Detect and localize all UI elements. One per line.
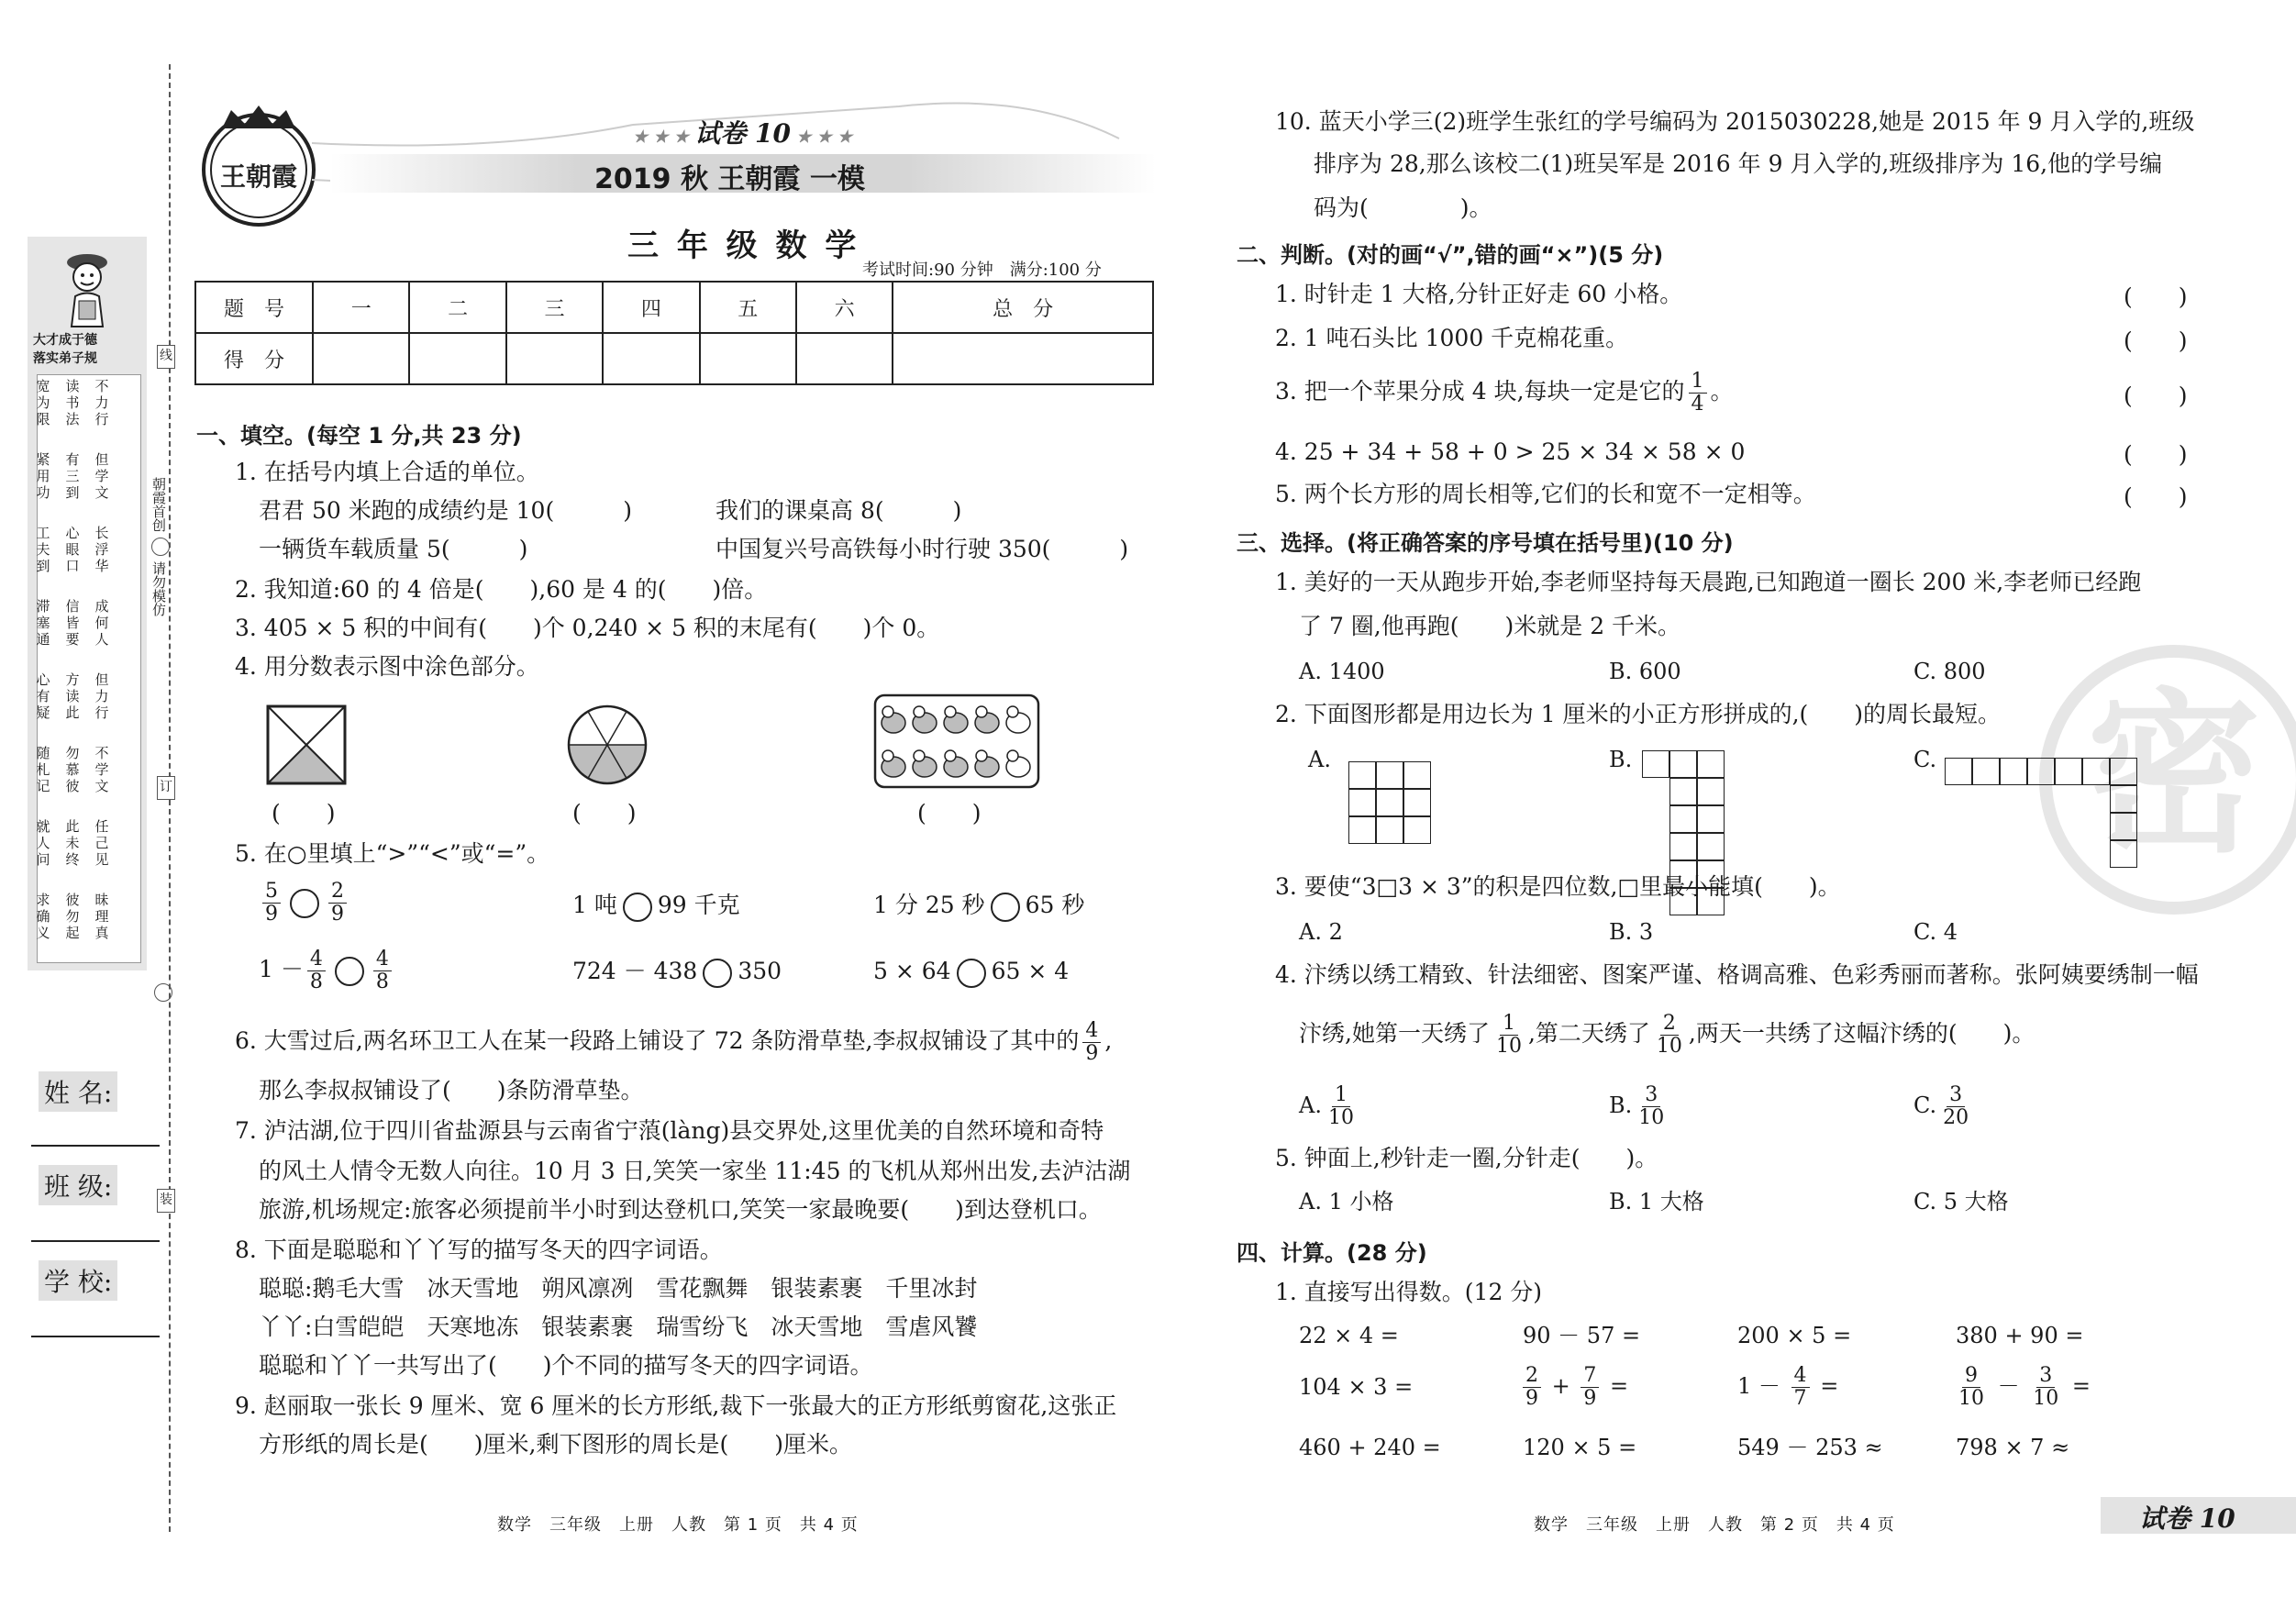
motto-phrase: 紧用功 [36,451,50,501]
exam-title: 2019 秋 王朝霞 一模 [594,163,865,195]
footer-right: 数学 三年级 上册 人教 第 2 页 共 4 页 [1534,1515,1895,1535]
motto-phrase: 心眼口 [65,525,80,574]
subject-title: 三 年 级 数 学 [627,227,860,264]
score-header-cell: 二 [409,282,505,333]
score-header-cell: 一 [313,282,409,333]
unit-square [1403,789,1431,816]
unit-square [1669,750,1697,778]
q4-blank-2[interactable]: ( ) [572,800,637,826]
motto-phrase: 就人问 [36,818,50,868]
s1-q6a: 6. 大雪过后,两名环卫工人在某一段路上铺设了 72 条防滑草垫,李叔叔铺设了其中的 $\frac{4}{9}$ , [235,1019,1113,1065]
motto-phrase: 成何人 [94,598,109,648]
motto-phrase: 心有疑 [36,671,50,721]
compare-circle[interactable] [623,893,652,922]
s1-q2[interactable]: 2. 我知道:60 的 4 倍是( ),60 是 4 的( )倍。 [235,576,768,603]
score-header-cell: 三 [506,282,603,333]
exam-info: 考试时间:90 分钟 满分:100 分 [862,261,1102,280]
bird-grid-figure [873,693,1040,793]
footer-left: 数学 三年级 上册 人教 第 1 页 共 4 页 [497,1515,859,1535]
motto-phrase: 有三到 [65,451,80,501]
unit-square [2110,758,2137,785]
unit-square [2000,758,2027,785]
q5-item-f: 5 × 64 65 × 4 [873,956,1069,988]
calc-r3-d[interactable]: 798 × 7 ≈ [1956,1435,2070,1460]
s3-q5-opt-c[interactable]: C. 5 大格 [1913,1189,2009,1214]
s1-q8c[interactable]: 聪聪和丫丫一共写出了( )个不同的描写冬天的四字词语。 [259,1352,873,1379]
s3-q1-opt-b[interactable]: B. 600 [1609,659,1681,684]
score-header-cell: 五 [700,282,796,333]
seal-text-column [150,477,171,616]
school-line[interactable] [31,1336,160,1337]
calc-r2-b[interactable]: $\frac{2}{9}$ + $\frac{7}{9}$ = [1519,1365,1628,1410]
unit-square [1697,805,1725,833]
calc-r1-b[interactable]: 90 － 57 = [1523,1323,1641,1348]
svg-text:王朝霞: 王朝霞 [219,161,298,192]
class-label: 班 级: [39,1165,117,1205]
unit-square [1403,816,1431,844]
motto-phrase: 信皆要 [65,598,80,648]
s3-q1a: 1. 美好的一天从跑步开始,李老师坚持每天晨跑,已知跑道一圈长 200 米,李老师已经跑 [1275,569,2142,595]
unit-square [1348,761,1376,789]
score-cell[interactable] [409,333,505,384]
s3-q4-opt-a[interactable]: A. $\frac{1}{10}$ [1299,1083,1354,1129]
motto-phrase: 不力行 [94,378,109,427]
motto-phrase: 但力行 [94,671,109,721]
section2-title: 二、判断。(对的画“√”,错的画“×”)(5 分) [1237,242,1664,268]
s1-q8a: 聪聪:鹅毛大雪 冰天雪地 朔风凛冽 雪花飘舞 银装素裹 千里冰封 [259,1275,978,1302]
motto-phrase: 滞塞通 [36,598,50,648]
motto-phrase: 昧理真 [94,892,109,941]
judge-paren-3[interactable]: ( ) [2124,383,2188,409]
motto-phrase: 不学文 [94,745,109,794]
score-cell[interactable] [313,333,409,384]
s1-q8: 8. 下面是聪聪和丫丫写的描写冬天的四字词语。 [235,1237,723,1263]
score-header-cell: 总 分 [893,282,1153,333]
s3-q3-opt-a[interactable]: A. 2 [1299,919,1343,945]
score-header-cell: 六 [796,282,893,333]
unit-square [1697,750,1725,778]
school-label: 学 校: [39,1260,117,1301]
motto-phrase: 此未终 [65,818,80,868]
motto-phrase: 宽为限 [36,378,50,427]
section1-title: 一、填空。(每空 1 分,共 23 分) [196,423,522,449]
calc-r2-c[interactable]: 1 － $\frac{4}{7}$ = [1737,1364,1839,1410]
s3-q2-opt-a[interactable]: A. [1308,747,1331,772]
name-label: 姓 名: [39,1071,117,1112]
score-cell[interactable] [700,333,796,384]
unit-square [1669,778,1697,805]
score-header-cell: 题 号 [195,282,313,333]
s1-q1d[interactable]: 中国复兴号高铁每小时行驶 350( ) [715,536,1129,562]
judge-paren-1[interactable]: ( ) [2124,283,2188,310]
motto-top: 大才成于德 [33,333,97,348]
s2-q1: 1. 时针走 1 大格,分针正好走 60 小格。 [1275,281,1683,307]
s1-q9a: 9. 赵丽取一张长 9 厘米、宽 6 厘米的长方形纸,裁下一张最大的正方形纸剪窗花,这张正 [235,1392,1117,1419]
mascot-figure [55,246,119,328]
score-cell[interactable] [506,333,603,384]
s3-q3-opt-c[interactable]: C. 4 [1913,919,1958,945]
s3-q5-opt-a[interactable]: A. 1 小格 [1299,1189,1394,1214]
s3-q3[interactable]: 3. 要使“3□3 × 3”的积是四位数,□里最小能填( )。 [1275,873,1841,900]
s2-q3: 3. 把一个苹果分成 4 块,每块一定是它的 $\frac{1}{4}$ 。 [1275,370,1734,416]
s2-q5: 5. 两个长方形的周长相等,它们的长和宽不一定相等。 [1275,481,1816,507]
seal-icon [151,538,170,556]
s3-q4b[interactable]: 汴绣,她第一天绣了 $\frac{1}{10}$ ,第二天绣了 $\frac{2}{10}$ ,两天一共绣了这幅汴绣的( )。 [1299,1012,2035,1058]
svg-text:密: 密 [2086,673,2262,876]
score-cell[interactable] [603,333,699,384]
score-row-label: 得 分 [195,333,313,384]
calc-r1-c[interactable]: 200 × 5 = [1737,1323,1852,1348]
class-line[interactable] [31,1240,160,1242]
q10c[interactable]: 码为( )。 [1314,194,1492,221]
motto-phrase: 随札记 [36,745,50,794]
score-header-cell: 四 [603,282,699,333]
circle-figure [567,704,648,789]
cut-mark-3: 装 [157,1189,175,1213]
calc-r3-b[interactable]: 120 × 5 = [1523,1435,1637,1460]
calc-r2-a[interactable]: 104 × 3 = [1299,1374,1414,1400]
s3-q4-opt-c[interactable]: C. $\frac{3}{20}$ [1913,1083,1969,1129]
square-figure [266,704,347,789]
seal-icon-2 [154,983,172,1002]
judge-paren-2[interactable]: ( ) [2124,327,2188,354]
unit-square [2082,758,2110,785]
s1-q7a: 7. 泸沽湖,位于四川省盐源县与云南省宁蒗(làng)县交界处,这里优美的自然环境和奇特 [235,1117,1104,1144]
s1-q6b[interactable]: 那么李叔叔铺设了( )条防滑草垫。 [259,1077,644,1103]
calc-r3-a[interactable]: 460 + 240 = [1299,1435,1441,1460]
s4-q1: 1. 直接写出得数。(12 分) [1275,1279,1543,1305]
unit-square [1403,761,1431,789]
compare-circle[interactable] [991,893,1020,922]
unit-square [2055,758,2082,785]
seal-text-1: 朝霞首创 [150,477,167,532]
calc-r1-d[interactable]: 380 + 90 = [1956,1323,2084,1348]
q10a: 10. 蓝天小学三(2)班学生张红的学号编码为 2015030228,她是 2015 年 9 月入学的,班级 [1275,108,2195,135]
section4-title: 四、计算。(28 分) [1237,1240,1427,1266]
unit-square [1642,750,1669,778]
unit-square [2027,758,2055,785]
q5-item-c: 1 分 25 秒 65 秒 [873,890,1084,922]
motto-phrase: 彼勿起 [65,892,80,941]
s1-q4: 4. 用分数表示图中涂色部分。 [235,653,539,680]
unit-square [1669,805,1697,833]
motto-phrase: 工夫到 [36,525,50,574]
s3-q2-opt-c[interactable]: C. [1913,747,1937,772]
compare-circle[interactable] [290,889,319,918]
unit-square [2110,785,2137,813]
calc-r3-c[interactable]: 549 － 253 ≈ [1737,1435,1883,1460]
unit-square [1376,789,1403,816]
motto-phrase: 但学文 [94,451,109,501]
s3-q4a: 4. 汴绣以绣工精致、针法细密、图案严谨、格调高雅、色彩秀丽而著称。张阿姨要绣制一幅 [1275,961,2199,988]
q10b: 排序为 28,那么该校二(1)班吴军是 2016 年 9 月入学的,班级排序为 16,他的学号编 [1314,150,2163,177]
unit-square [2110,813,2137,840]
unit-square [1697,833,1725,860]
s3-q5-opt-b[interactable]: B. 1 大格 [1609,1189,1704,1214]
unit-square [2110,840,2137,868]
s3-q2: 2. 下面图形都是用边长为 1 厘米的小正方形拼成的,( )的周长最短。 [1275,701,2002,727]
unit-square [1348,816,1376,844]
calc-r1-a[interactable]: 22 × 4 = [1299,1323,1399,1348]
s2-q4: 4. 25 + 34 + 58 + 0 > 25 × 34 × 58 × 0 [1275,438,1746,465]
name-line[interactable] [31,1145,160,1147]
seal-text-2: 请勿模仿 [150,561,167,616]
cut-mark-1: 线 [157,345,175,369]
s1-q8b: 丫丫:白雪皑皑 天寒地冻 银装素裹 瑞雪纷飞 冰天雪地 雪虐风饕 [259,1314,978,1340]
footer-tag: 试卷 10 [2139,1503,2235,1534]
q5-item-e: 724 － 438 350 [572,956,782,988]
unit-square [1376,816,1403,844]
s1-q9b[interactable]: 方形纸的周长是( )厘米,剩下图形的周长是( )厘米。 [259,1431,852,1458]
paper-label: ★ ★ ★ 试卷 10 ★ ★ ★ [633,118,853,149]
q4-blank-1[interactable]: ( ) [272,800,336,826]
q5-item-d: 1 － $\frac{4}{8}$ $\frac{4}{8}$ [259,948,395,993]
score-cell[interactable] [893,333,1153,384]
section3-title: 三、选择。(将正确答案的序号填在括号里)(10 分) [1237,530,1734,556]
s1-q1: 1. 在括号内填上合适的单位。 [235,459,539,485]
motto-phrase: 任己见 [94,818,109,868]
q5-item-a: $\frac{5}{9}$ $\frac{2}{9}$ [259,881,350,926]
paper-label-text: 试卷 10 [694,118,791,149]
motto-phrase: 长浮华 [94,525,109,574]
compare-circle[interactable] [703,959,732,988]
s1-q1a[interactable]: 君君 50 米跑的成绩约是 10( ) [259,497,632,524]
cut-mark-2: 订 [157,776,175,800]
s1-q7b: 的风土人情令无数人向往。10 月 3 日,笑笑一家坐 11:45 的飞机从郑州出发,去泸沽湖 [259,1158,1131,1184]
s1-q1b[interactable]: 我们的课桌高 8( ) [715,497,962,524]
logo [194,101,323,229]
s3-q4-opt-b[interactable]: B. $\frac{3}{10}$ [1609,1083,1665,1129]
motto-phrase: 求确义 [36,892,50,941]
s1-q5: 5. 在○里填上“>”“<”或“=”。 [235,840,550,867]
unit-square [1348,789,1376,816]
judge-paren-4[interactable]: ( ) [2124,441,2188,468]
compare-circle[interactable] [335,957,364,986]
q4-blank-3[interactable]: ( ) [917,800,982,826]
s3-q5[interactable]: 5. 钟面上,秒针走一圈,分针走( )。 [1275,1145,1658,1171]
unit-square [1697,778,1725,805]
motto-phrase: 勿慕彼 [65,745,80,794]
s2-q2: 2. 1 吨石头比 1000 千克棉花重。 [1275,325,1629,351]
motto-bottom: 落实弟子规 [33,351,97,366]
judge-paren-5[interactable]: ( ) [2124,483,2188,510]
unit-square [1376,761,1403,789]
unit-square [1945,758,1972,785]
q5-item-b: 1 吨 99 千克 [572,890,740,922]
s3-q1b[interactable]: 了 7 圈,他再跑( )米就是 2 千米。 [1299,613,1681,639]
motto-columns [37,374,141,963]
s3-q3-opt-b[interactable]: B. 3 [1609,919,1654,945]
unit-square [1972,758,2000,785]
s1-q1c[interactable]: 一辆货车载质量 5( ) [259,536,528,562]
compare-circle[interactable] [957,959,986,988]
unit-square [1669,833,1697,860]
calc-r2-d[interactable]: $\frac{9}{10}$ － $\frac{3}{10}$ = [1958,1364,2091,1410]
s1-q7c[interactable]: 旅游,机场规定:旅客必须提前半小时到达登机口,笑笑一家最晚要( )到达登机口。 [259,1196,1102,1223]
s1-q3[interactable]: 3. 405 × 5 积的中间有( )个 0,240 × 5 积的末尾有( )个 0。 [235,615,940,641]
motto-phrase: 读书法 [65,378,80,427]
s3-q2-opt-b[interactable]: B. [1609,747,1633,772]
score-cell[interactable] [796,333,893,384]
s3-q1-opt-c[interactable]: C. 800 [1913,659,1986,684]
s3-q1-opt-a[interactable]: A. 1400 [1299,659,1385,684]
score-table [194,281,1154,385]
motto-phrase: 方读此 [65,671,80,721]
